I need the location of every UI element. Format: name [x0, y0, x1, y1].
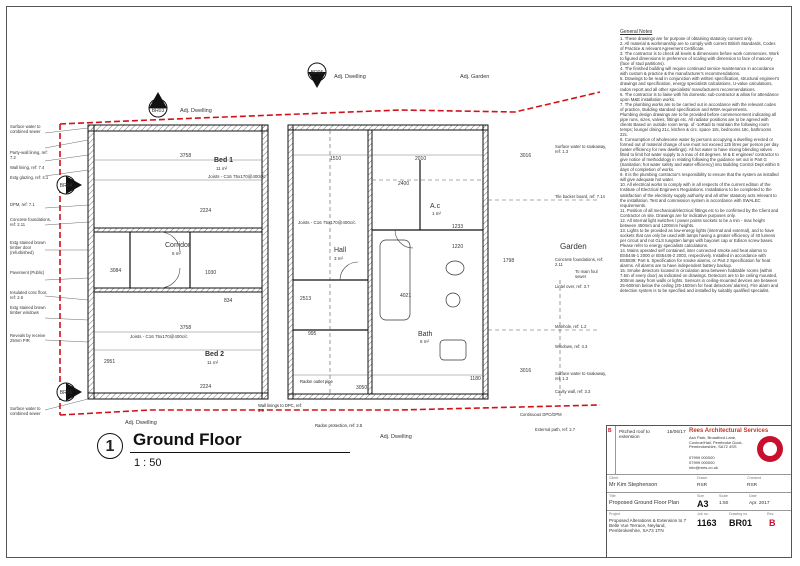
note-5: 5. Drawings to be read in conjunction with written specification, structural engineer's drawings and specification, energy specialists calculations, U-value calculations, radon report and all other specialists/ manufacturers recommendations.: [620, 76, 780, 92]
note-3: 3. The contractor is to check all levels & dimensions before work commences. Work to figured dimensions in preference of scaling with dimension to face of masonry (face of stud partitions).: [620, 51, 779, 67]
adj-bottom-2: Adj. Dwelling: [380, 434, 412, 440]
dim-834: 834: [224, 298, 233, 304]
dim-3050: 3050: [356, 385, 368, 391]
sheet-scale: 1:50: [719, 501, 729, 506]
callout-left-7: Pavement (Public): [10, 270, 45, 275]
note-13: 13. Lights to be provided as low-energy lights (internal and external), and to have sockets that can only be used with lamps having a greater efficiency of 40 lumens per circuit and not GLS tungsten lamps with bayonet cap or Edison screw bases. Please refer to energy specialists calculations.: [620, 227, 776, 248]
note-14: 14. Mains operated self contained, inter connected smoke and heat alarms to BS5446-1 2000 or BS5446-2 2003, respectively. Installed in accordance with BS5839: Part 6. Specification for smoke alarms, or Part 2 Specification for heat alarms. All alarms are to have independent battery backup.: [620, 248, 771, 269]
dim-995: 995: [308, 331, 317, 337]
room-area-bed2: 11 m²: [207, 360, 219, 365]
room-name-bath: Bath: [418, 331, 433, 338]
dim-1510: 1510: [330, 156, 342, 162]
dwg-label: Drawing no.: [729, 512, 749, 516]
callout-right-2: Concrete foundations, ref: 2.11: [555, 257, 604, 267]
adj-top-2: Adj. Dwelling: [334, 74, 366, 80]
client-label: Client: [609, 476, 619, 480]
callout-left-5: Concrete foundations, ref: 2.11: [10, 217, 51, 227]
note-12: 12. All internal light switches / power points sockets to be a min - max height between 450mm and 1200mm heights.: [620, 217, 765, 228]
dim-1798: 1798: [503, 258, 515, 264]
dim-3084: 3084: [110, 268, 122, 274]
callout-left-2: Wall lining, ref: 7.4: [10, 165, 45, 170]
rev-label: Rev.: [767, 512, 775, 516]
tb-divider-3: [607, 510, 791, 511]
dim-4021: 4021: [400, 293, 412, 299]
note-15: 15. Smoke detectors located in circulation area between habitable rooms (within 7.5m of every door) as indicated on drawings. Detectors are to be ceiling mounted, 300mm away from walls or lights. Sensors in ceiling-mounted devices are between 25-600mm below the ceiling (25-150mm for heat detectors/ alarms). Fire alarm and detection system is to be specified and installed by suitably qualified specialist.: [620, 268, 779, 294]
rev-letter: B: [608, 428, 612, 434]
project-name: Proposed Alterations & Extension to 7 Belle Vue Terrace, Neyland, Pembrokeshire, SA73 1TN: [609, 518, 687, 534]
callout-right-4: To main foul sewer: [575, 269, 598, 279]
dim-2513: 2513: [300, 296, 312, 302]
adj-bottom-1: Adj. Dwelling: [125, 420, 157, 426]
dwg-revision: B: [769, 518, 776, 528]
external-walls: [88, 125, 488, 399]
callout-left-11: Surface water to combined sewer: [10, 406, 41, 416]
client-name: Mr Kim Stephenson: [609, 482, 658, 488]
site-boundary: [60, 92, 600, 124]
dim-3016-top: 3016: [520, 153, 532, 159]
job-number: 1163: [697, 518, 717, 528]
room-area-hall: 3 m²: [334, 256, 343, 261]
dim-2400: 2400: [398, 181, 410, 187]
label-garden: Garden: [560, 242, 587, 251]
callout-bottom-0: Wall linings to DPC, ref: 3.9: [258, 403, 303, 413]
company-email: info@rees.co.uk: [689, 465, 718, 470]
company-address: Ash Park, Broadford Lane, Coxhoe/Hall, Pembroke Dock, Pembrokeshire, SA72 4SS: [689, 435, 743, 450]
dim-2224-bottom: 2224: [200, 384, 212, 390]
dim-1030: 1030: [205, 270, 217, 276]
tb-divider-1: [607, 474, 791, 475]
dim-2951: 2951: [104, 359, 116, 365]
rev-note: Pitched roof to extension: [619, 430, 650, 440]
callout-right-5: Manhole, ref: 1.2: [555, 324, 587, 329]
callout-bottom-2: Radon outlet pipe: [300, 379, 333, 384]
callout-right-6: Windows, ref: 4.3: [555, 344, 588, 349]
callout-right-1: Tile backer board, ref: 7.14: [555, 194, 605, 199]
job-label: Job no.: [697, 512, 709, 516]
project-label: Project: [609, 512, 621, 516]
section-label-br04: BR04: [59, 183, 73, 189]
adj-top-3: Adj. Garden: [460, 74, 490, 80]
joists-note-3: Joists - C16 75x170@400c/c: [298, 220, 356, 225]
callout-right-9: Continuous DPC/DPM: [520, 412, 562, 417]
note-4: 4. The finished building will require continued service maintenance in accordance with custom & practice & the manufacturer's recommendations.: [620, 66, 775, 77]
room-name-bed2: Bed 2: [205, 351, 225, 358]
scale-label: Scale: [719, 494, 728, 498]
title-underline: [130, 452, 350, 453]
callout-bottom-1: Radon protection, ref: 2.5: [315, 423, 363, 428]
room-name-hall: Hall: [334, 247, 347, 254]
callout-right-0: Surface water to soakaway, ref: 1.3: [555, 144, 607, 154]
dim-1180: 1180: [470, 376, 481, 382]
drawing-number-bubble: 1: [97, 433, 123, 459]
note-2: 2. All material & workmanship are to comply with current British Standards, Codes of Practice & relevant Agreement Certificate.: [620, 41, 776, 52]
note-8: 8. Consumption of wholesome water by persons occupying a dwelling erected or formed out of material change of use must not exceed 125 litres per person per day (water efficiency for new dwellings). All hot water to have mixing blending valves fitted to limit hot water supply to a max of 48 degrees. M & E engineer/ contractor to give notice of methodology in relating following the guidance set out in Part G (Sanitation; hot water safety and water efficiency) into Building Control Dept within 5 days of completion of works.: [620, 136, 780, 173]
room-name-bed1: Bed 1: [214, 157, 234, 164]
callout-right-3: Lintel over, ref: 3.7: [555, 284, 590, 289]
sheet-size: A3: [697, 499, 709, 509]
note-10: 10. All electrical works to comply with in all respects of the current edition of the Institute of Electrical Engineers Regulations. Installations to be completed to the satisfaction of the electricity supply authority and all other statutory acts relevant to the installation. Test and commission system in accordance with SWALEC requirements.: [620, 182, 777, 208]
note-9: 9. It is the plumbing contractor's responsibility to ensure that the system as installed will give adequate hot water.: [620, 172, 779, 183]
door-swings: [160, 230, 413, 288]
room-area-bed1: 11 m²: [216, 166, 228, 171]
company-fax: 07999 000000: [689, 460, 715, 465]
callout-right-10: External path, ref: 2.7: [535, 427, 576, 432]
note-1: 1. These drawings are for purpose of obtaining statutory consent only.: [620, 36, 753, 42]
callout-left-4: DPM, ref: 7.1: [10, 202, 35, 207]
dim-2224-top: 2224: [200, 208, 212, 214]
drawing-name: Proposed Ground Floor Plan: [609, 500, 680, 506]
sheet-date: Apr. 2017: [749, 501, 770, 506]
callout-left-6: Extg stained brown timber door (refurbished): [10, 240, 46, 255]
dim-3758-top: 3758: [180, 153, 192, 159]
dwg-number: BR01: [729, 518, 753, 528]
general-notes-heading: General Notes: [620, 29, 653, 35]
dim-2010: 2010: [415, 156, 427, 162]
room-name-corridor: Corridor: [165, 242, 191, 249]
company-tel: 07999 000000: [689, 455, 715, 460]
title-label: Title: [609, 494, 616, 498]
section-label-br03: BR03: [151, 108, 165, 114]
callout-left-8: Insulated conc floor, ref: 2.6: [10, 290, 48, 300]
callout-right-7: Surface water to soakaway, ref: 1.3: [555, 371, 607, 381]
company-name: Rees Architectural Services: [689, 428, 769, 434]
note-11: 11. Position of all mechanical/electrical fittings etc to be confirmed by the Client and Contractor on site. Drawings are for indicative purposes only.: [620, 207, 779, 218]
note-6: 6. The contractor is to liaise with his domestic sub-contractor & allow for attendance upon M&E installation works.: [620, 91, 779, 102]
date-label: Date: [749, 494, 757, 498]
tb-divider-2: [607, 492, 791, 493]
callout-left-3: Extg glazing, ref: 4.1: [10, 175, 49, 180]
room-area-ac: 1 m²: [432, 211, 441, 216]
checked-label: Checked: [747, 476, 762, 480]
drawn-label: Drawn: [697, 476, 708, 480]
general-notes: [620, 30, 780, 293]
callout-left-0: Surface water to combined sewer: [10, 124, 41, 134]
note-7b: Plumbing design drawings are to be provided before commencement indicating all pipe runs, sizes, valves, fittings etc. All radiator positions are to be agreed with clients Based on outside room temp. of -1oRadi to maintain the following room temps; lounge/ dining 21c, kitchen & circ. space 18c, bedrooms 18c, bathrooms 22c.: [620, 111, 776, 137]
checked-by: RSR: [747, 483, 758, 488]
drawn-by: RSR: [697, 483, 708, 488]
dim-3758-bottom: 3758: [180, 325, 192, 331]
dim-3016-bottom: 3016: [520, 368, 532, 374]
rev-date: 15/06/17: [667, 430, 686, 435]
callout-left-9: Extg stained brown timber windows: [10, 305, 46, 315]
room-area-corridor: 5 m²: [172, 251, 181, 256]
drawing-title: Ground Floor: [133, 430, 242, 449]
title-block: [606, 425, 792, 558]
adj-top-1: Adj. Dwelling: [180, 108, 212, 114]
note-7: 7. The plumbing works are to be carried out in accordance with the relevant codes of practice, Building standard specification and WWA requirements.: [620, 101, 776, 112]
joists-note-2: Joists - C16 75x170@400c/c: [130, 334, 188, 339]
joists-note-1: Joists - C16 75x170@400c/c: [208, 174, 266, 179]
callout-left-1: Party-wall lining, ref: 7.2: [10, 150, 48, 160]
callout-left-10: Reveals by receive 25mm PIR: [10, 333, 46, 343]
size-label: Size: [697, 494, 704, 498]
drawing-scale: 1 : 50: [134, 457, 162, 469]
room-name-ac: A.c: [430, 203, 441, 210]
section-label-br05: BR05: [310, 70, 324, 76]
section-label-br06: BR06: [59, 390, 73, 396]
site-boundary-bottom: [60, 405, 600, 415]
room-area-bath: 8 m²: [420, 339, 429, 344]
callout-right-8: Cavity wall, ref: 3.3: [555, 389, 591, 394]
dim-1233: 1233: [452, 224, 464, 230]
company-logo: [757, 436, 783, 462]
dim-1220: 1220: [452, 244, 464, 250]
